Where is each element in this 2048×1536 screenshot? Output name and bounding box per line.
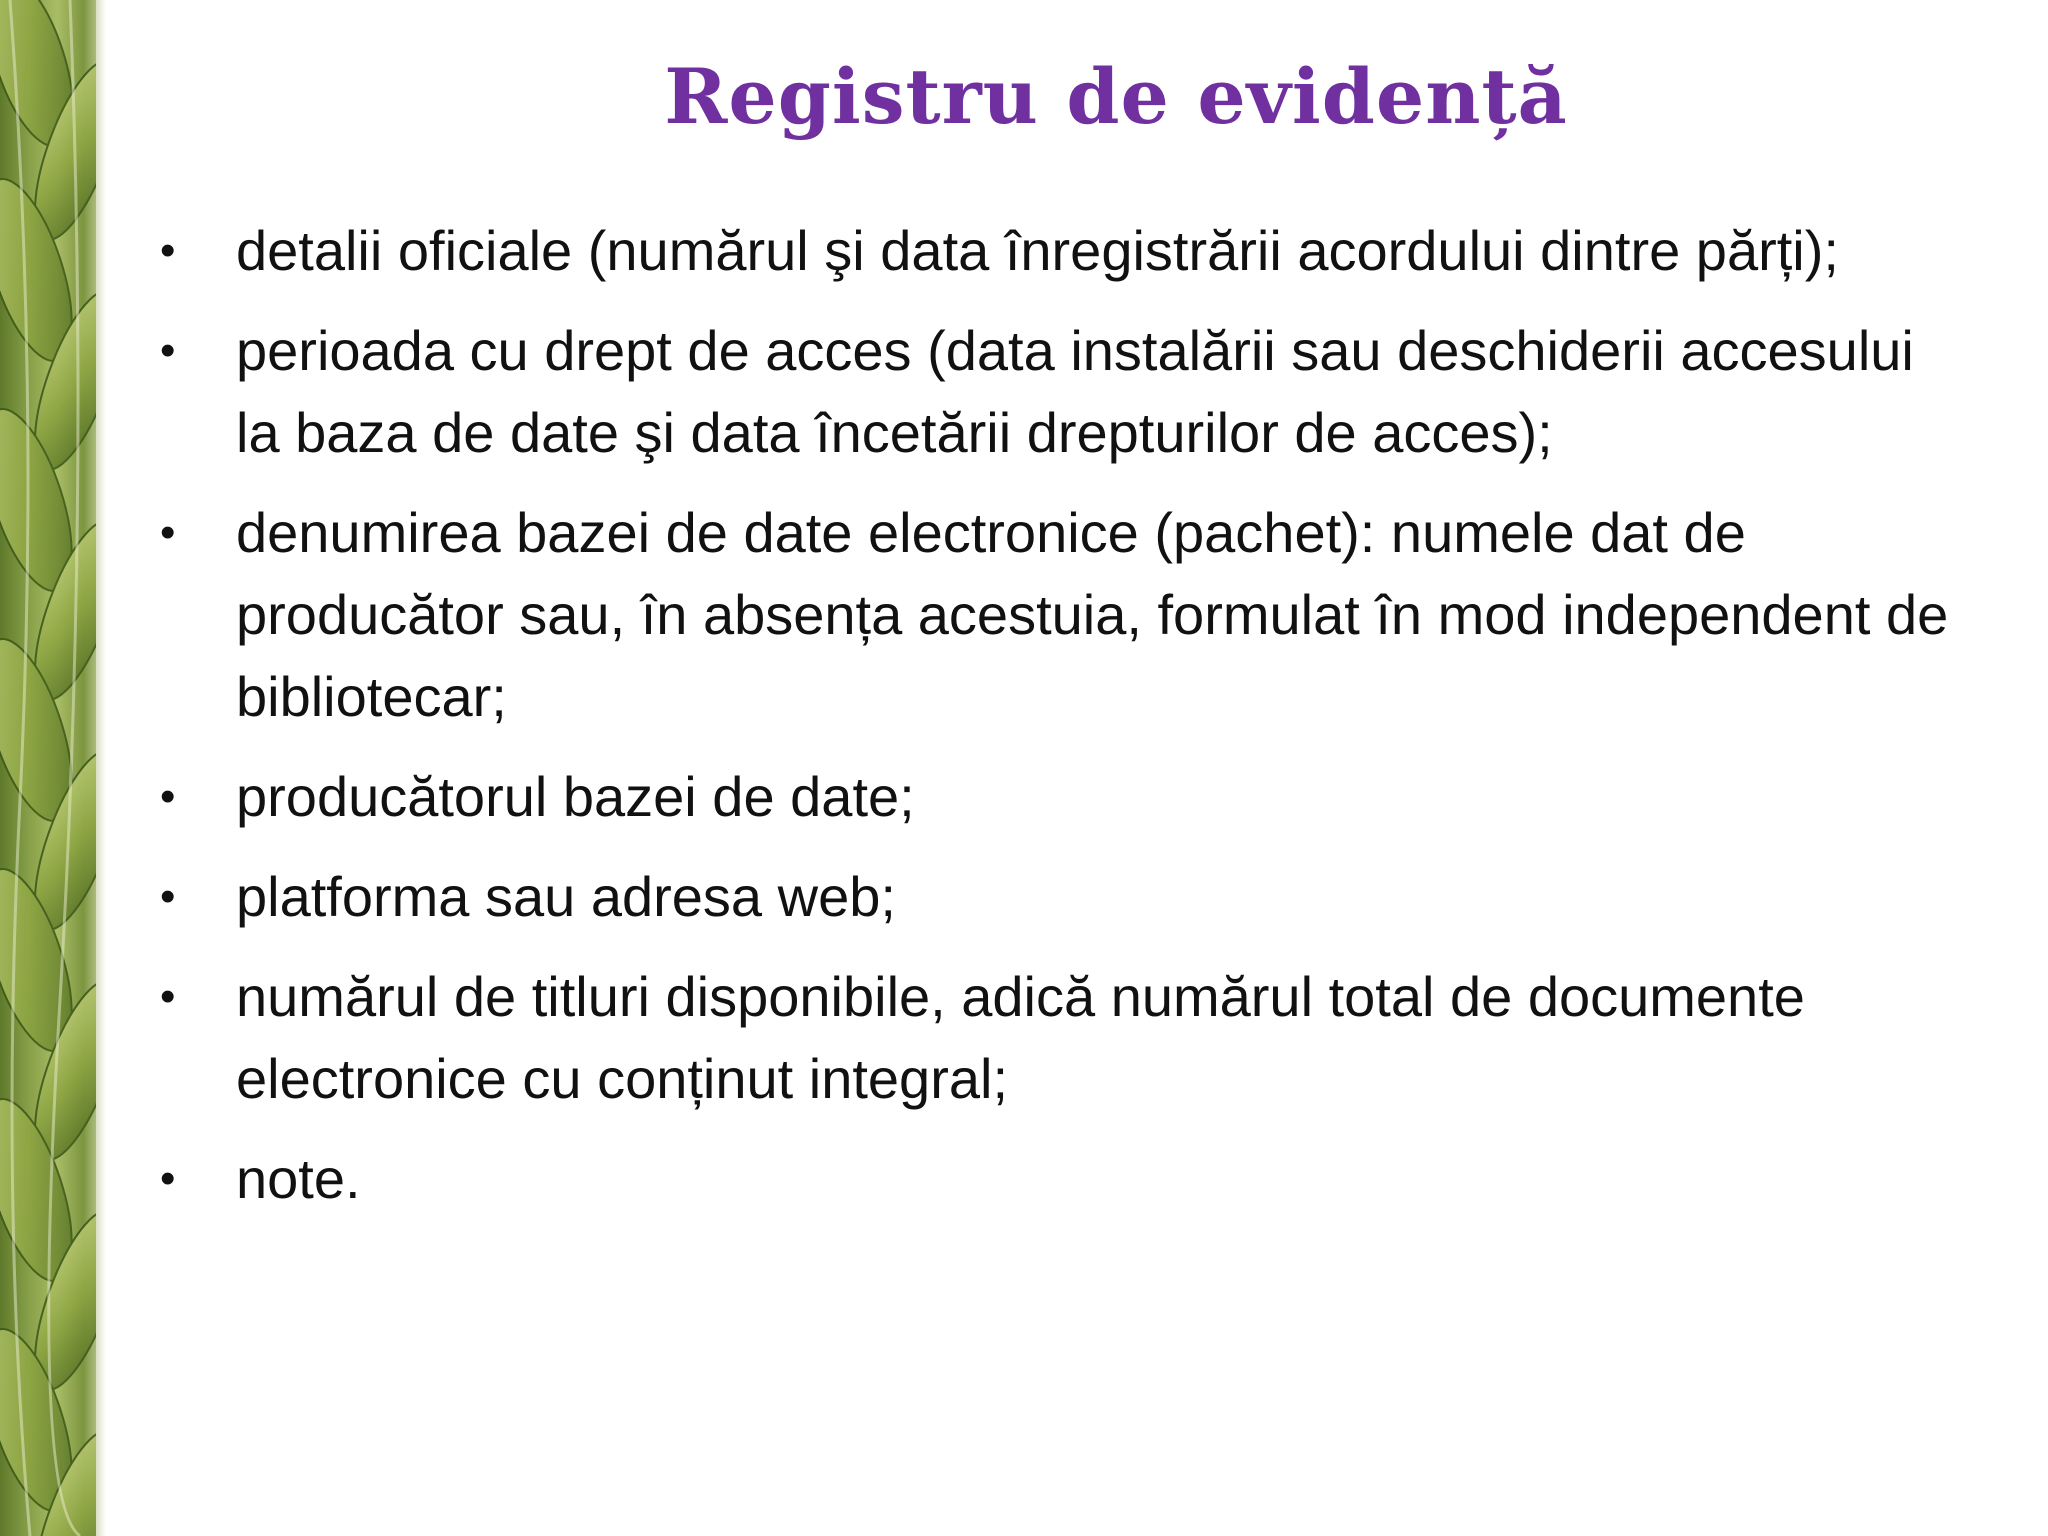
wheat-grain-icon: [0, 0, 104, 1536]
wheat-decoration: [0, 0, 104, 1536]
bullet-item: [152, 956, 1952, 1120]
bullet-icon: •: [160, 226, 176, 275]
bullet-text: producătorul bazei de date;: [236, 765, 915, 828]
bullet-item: [152, 210, 1952, 292]
bullet-item: [152, 856, 1952, 938]
slide-title: Registru de evidență: [664, 52, 1568, 141]
wheat-edge-fade: [96, 0, 106, 1536]
bullet-icon: •: [160, 872, 176, 921]
bullet-text: detalii oficiale (numărul şi data înregistrării acordului dintre părți);: [236, 219, 1839, 282]
bullet-text: denumirea bazei de date electronice (pachet): numele dat de producător sau, în absența acestuia, formulat în mod independent de bibliotecar;: [236, 501, 1949, 728]
bullet-text: note.: [236, 1147, 361, 1210]
bullet-item: [152, 492, 1952, 738]
bullet-icon: •: [160, 972, 176, 1021]
bullet-item: [152, 1138, 1952, 1220]
bullet-text: numărul de titluri disponibile, adică numărul total de documente electronice cu conținut integral;: [236, 965, 1805, 1110]
bullet-icon: •: [160, 1154, 176, 1203]
bullet-icon: •: [160, 508, 176, 557]
bullet-text: perioada cu drept de acces (data instalării sau deschiderii accesului la baza de date şi data încetării drepturilor de acces);: [236, 319, 1914, 464]
bullet-item: [152, 310, 1952, 474]
bullet-text: platforma sau adresa web;: [236, 865, 896, 928]
bullet-icon: •: [160, 772, 176, 821]
bullet-icon: •: [160, 326, 176, 375]
bullet-item: [152, 756, 1952, 838]
bullet-list: [152, 210, 1952, 1238]
